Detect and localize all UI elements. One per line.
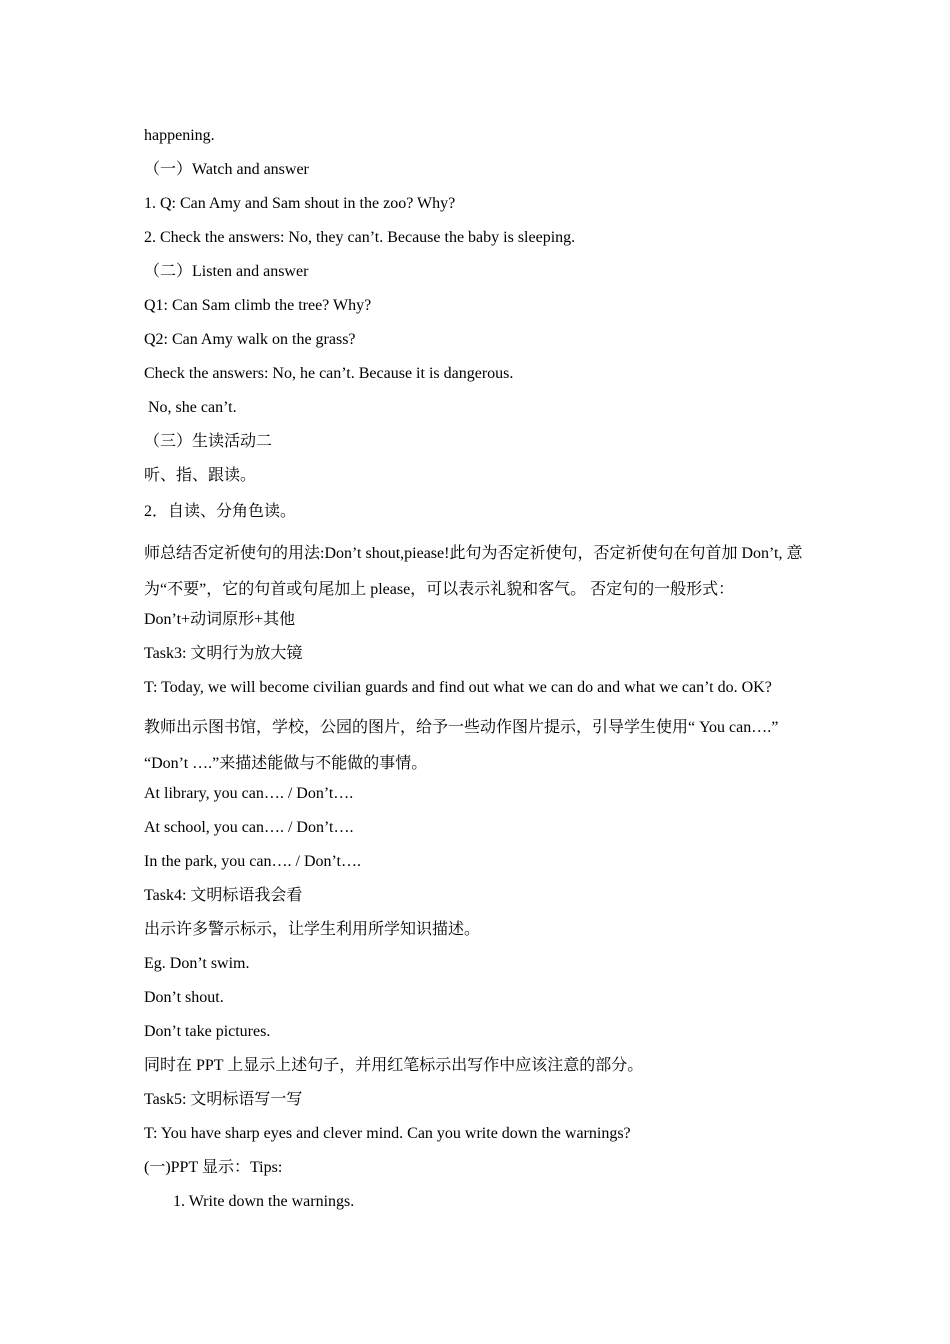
task-heading-5: Task5: 文明标语写一写 (144, 1091, 303, 1108)
text-line: 听、指、跟读。 (144, 467, 257, 484)
text-line: Q1: Can Sam climb the tree? Why? (144, 297, 372, 314)
text-line: T: Today, we will become civilian guards and find out what we can do and what we can’t do. OK? (144, 679, 772, 696)
text-line: T: You have sharp eyes and clever mind. Can you write down the warnings? (144, 1125, 631, 1142)
text-line: At school, you can…. / Don’t…. (144, 819, 354, 836)
section-heading-reading: （三）生读活动二 (144, 433, 273, 450)
document-body (144, 124, 814, 1224)
paragraph-summary: 师总结否定祈使句的用法:Don’t shout,piease!此句为否定祈使句，否定祈使句在句首加 Don’t, 意为“不要”，它的句首或句尾加上 please，可以表示礼貌和客气。 否定句的一般形式： (144, 545, 803, 598)
paragraph-teacher: 教师出示图书馆，学校，公园的图片，给予一些动作图片提示，引导学生使用“ You can….” “Don’t ….”来描述能做与不能做的事情。 (144, 719, 779, 772)
text-line: Don’t take pictures. (144, 1023, 271, 1040)
text-line: Check the answers: No, he can’t. Because it is dangerous. (144, 365, 514, 382)
section-heading-watch: （一）Watch and answer (144, 161, 309, 178)
task-heading-4: Task4: 文明标语我会看 (144, 887, 303, 904)
text-line: At library, you can…. / Don’t…. (144, 785, 354, 802)
text-line: 同时在 PPT 上显示上述句子，并用红笔标示出写作中应该注意的部分。 (144, 1057, 644, 1074)
text-line: happening. (144, 127, 215, 144)
text-line: 2．自读、分角色读。 (144, 503, 297, 520)
text-line: Don’t shout. (144, 989, 224, 1006)
text-line: (一)PPT 显示：Tips: (144, 1159, 283, 1176)
text-line: 2. Check the answers: No, they can’t. Because the baby is sleeping. (144, 229, 576, 246)
text-line: In the park, you can…. / Don’t…. (144, 853, 361, 870)
text-line: No, she can’t. (148, 399, 237, 416)
task-heading-3: Task3: 文明行为放大镜 (144, 645, 303, 662)
text-line: Q2: Can Amy walk on the grass? (144, 331, 356, 348)
text-line: 1. Q: Can Amy and Sam shout in the zoo? Why? (144, 195, 456, 212)
section-heading-listen: （二）Listen and answer (144, 263, 309, 280)
text-line: Don’t+动词原形+其他 (144, 611, 296, 628)
text-line: Eg. Don’t swim. (144, 955, 250, 972)
text-line: 出示许多警示标示，让学生利用所学知识描述。 (144, 921, 481, 938)
list-item: 1. Write down the warnings. (173, 1193, 355, 1210)
